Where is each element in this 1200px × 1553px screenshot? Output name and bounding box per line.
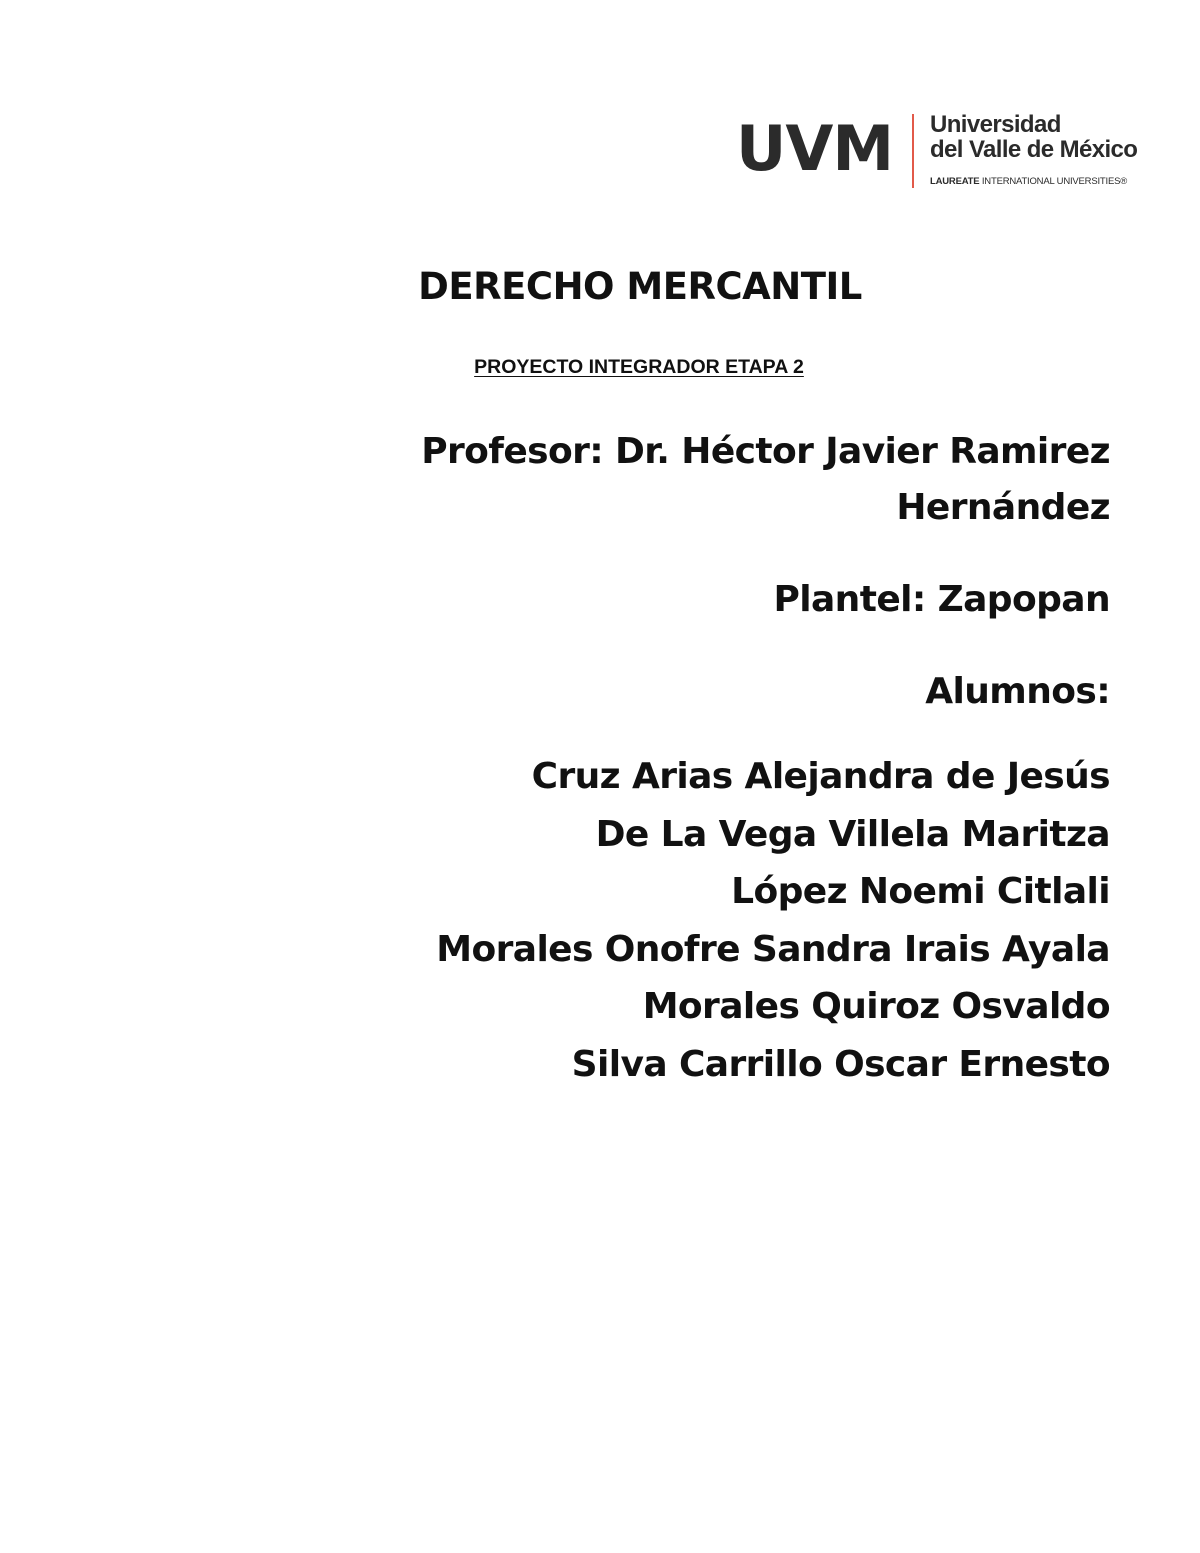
logo-tagline-bold: LAUREATE (930, 176, 980, 187)
professor-block (350, 424, 1110, 536)
list-item: De La Vega Villela Maritza (595, 813, 1110, 855)
campus-label: Plantel: Zapopan (773, 579, 1110, 620)
list-item: Silva Carrillo Oscar Ernesto (571, 1043, 1110, 1085)
professor-line-2: Hernández (896, 487, 1110, 528)
list-item: Morales Onofre Sandra Irais Ayala (436, 928, 1110, 970)
list-item: Morales Quiroz Osvaldo (642, 986, 1110, 1027)
logo-mark: UVM (736, 112, 894, 185)
professor-line-1: Profesor: Dr. Héctor Javier Ramirez (421, 431, 1110, 472)
logo-tagline-rest: INTERNATIONAL UNIVERSITIES® (979, 176, 1128, 187)
logo-tagline (930, 176, 1127, 187)
logo-university-name (930, 112, 1137, 162)
students-heading: Alumnos: (925, 671, 1110, 712)
logo-name-line-1: Universidad (930, 111, 1061, 138)
course-title: DERECHO MERCANTIL (418, 265, 862, 308)
logo-name-line-2: del Valle de México (930, 136, 1138, 163)
logo-divider (912, 114, 914, 188)
list-item: López Noemi Citlali (731, 871, 1110, 912)
project-title: PROYECTO INTEGRADOR ETAPA 2 (474, 356, 804, 378)
students-list (350, 748, 1110, 1093)
uvm-logo (736, 112, 1136, 190)
list-item: Cruz Arias Alejandra de Jesús (531, 756, 1110, 797)
